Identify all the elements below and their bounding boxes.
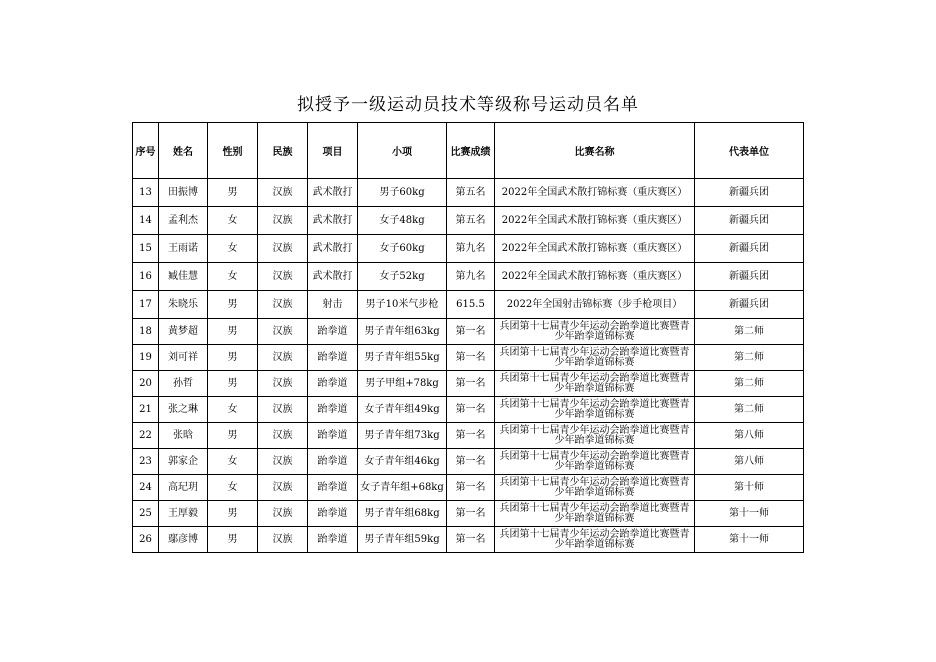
cell-no: 26 (133, 527, 159, 553)
cell-subevent: 女子青年组46kg (358, 449, 447, 475)
cell-unit: 第十师 (695, 475, 804, 501)
cell-result: 第一名 (447, 397, 495, 423)
cell-unit: 第八师 (695, 423, 804, 449)
cell-competition: 兵团第十七届青少年运动会跆拳道比赛暨青少年跆拳道锦标赛 (495, 475, 695, 501)
cell-competition: 兵团第十七届青少年运动会跆拳道比赛暨青少年跆拳道锦标赛 (495, 423, 695, 449)
cell-unit: 第八师 (695, 449, 804, 475)
cell-competition: 兵团第十七届青少年运动会跆拳道比赛暨青少年跆拳道锦标赛 (495, 449, 695, 475)
header-no: 序号 (133, 123, 159, 179)
cell-unit: 第十一师 (695, 527, 804, 553)
cell-subevent: 男子青年组63kg (358, 319, 447, 345)
cell-competition: 兵团第十七届青少年运动会跆拳道比赛暨青少年跆拳道锦标赛 (495, 319, 695, 345)
cell-result: 第一名 (447, 527, 495, 553)
cell-no: 23 (133, 449, 159, 475)
cell-event: 跆拳道 (308, 319, 358, 345)
cell-result: 第五名 (447, 207, 495, 235)
cell-subevent: 男子青年组73kg (358, 423, 447, 449)
cell-gender: 男 (208, 371, 258, 397)
cell-event: 武术散打 (308, 263, 358, 291)
cell-ethnicity: 汉族 (258, 291, 308, 319)
cell-competition: 2022年全国武术散打锦标赛（重庆赛区） (495, 235, 695, 263)
cell-ethnicity: 汉族 (258, 501, 308, 527)
cell-result: 第一名 (447, 319, 495, 345)
table-body (133, 179, 804, 553)
cell-name: 鄢彦博 (159, 527, 208, 553)
header-result: 比赛成绩 (447, 123, 495, 179)
cell-name: 郭家企 (159, 449, 208, 475)
cell-no: 22 (133, 423, 159, 449)
cell-gender: 男 (208, 501, 258, 527)
cell-result: 第一名 (447, 449, 495, 475)
cell-result: 第一名 (447, 345, 495, 371)
cell-unit: 第二师 (695, 371, 804, 397)
cell-event: 射击 (308, 291, 358, 319)
table-row (133, 263, 804, 291)
header-ethnicity: 民族 (258, 123, 308, 179)
cell-subevent: 女子青年组49kg (358, 397, 447, 423)
cell-no: 16 (133, 263, 159, 291)
cell-name: 张晗 (159, 423, 208, 449)
table-row (133, 371, 804, 397)
cell-result: 第一名 (447, 501, 495, 527)
cell-event: 跆拳道 (308, 371, 358, 397)
table-row (133, 235, 804, 263)
cell-subevent: 男子青年组59kg (358, 527, 447, 553)
cell-event: 跆拳道 (308, 397, 358, 423)
cell-event: 跆拳道 (308, 475, 358, 501)
cell-event: 跆拳道 (308, 501, 358, 527)
cell-unit: 第十一师 (695, 501, 804, 527)
cell-subevent: 男子60kg (358, 179, 447, 207)
cell-ethnicity: 汉族 (258, 345, 308, 371)
table-row (133, 397, 804, 423)
cell-ethnicity: 汉族 (258, 263, 308, 291)
cell-name: 王厚毅 (159, 501, 208, 527)
cell-gender: 女 (208, 207, 258, 235)
cell-subevent: 男子甲组+78kg (358, 371, 447, 397)
cell-result: 第九名 (447, 235, 495, 263)
cell-unit: 新疆兵团 (695, 235, 804, 263)
cell-no: 14 (133, 207, 159, 235)
cell-subevent: 女子48kg (358, 207, 447, 235)
header-event: 项目 (308, 123, 358, 179)
header-name: 姓名 (159, 123, 208, 179)
cell-ethnicity: 汉族 (258, 371, 308, 397)
cell-competition: 兵团第十七届青少年运动会跆拳道比赛暨青少年跆拳道锦标赛 (495, 527, 695, 553)
cell-competition: 兵团第十七届青少年运动会跆拳道比赛暨青少年跆拳道锦标赛 (495, 371, 695, 397)
cell-name: 孟利杰 (159, 207, 208, 235)
cell-competition: 2022年全国武术散打锦标赛（重庆赛区） (495, 179, 695, 207)
cell-ethnicity: 汉族 (258, 207, 308, 235)
cell-event: 武术散打 (308, 207, 358, 235)
cell-competition: 兵团第十七届青少年运动会跆拳道比赛暨青少年跆拳道锦标赛 (495, 397, 695, 423)
athlete-table (132, 122, 804, 553)
cell-competition: 兵团第十七届青少年运动会跆拳道比赛暨青少年跆拳道锦标赛 (495, 345, 695, 371)
table-row (133, 345, 804, 371)
header-competition: 比赛名称 (495, 123, 695, 179)
cell-subevent: 女子青年组+68kg (358, 475, 447, 501)
cell-subevent: 男子10米气步枪 (358, 291, 447, 319)
cell-no: 19 (133, 345, 159, 371)
cell-unit: 第二师 (695, 345, 804, 371)
cell-gender: 男 (208, 527, 258, 553)
cell-name: 田振博 (159, 179, 208, 207)
cell-subevent: 女子60kg (358, 235, 447, 263)
cell-event: 武术散打 (308, 179, 358, 207)
table-row (133, 179, 804, 207)
cell-gender: 女 (208, 235, 258, 263)
table-row (133, 527, 804, 553)
cell-ethnicity: 汉族 (258, 527, 308, 553)
cell-ethnicity: 汉族 (258, 449, 308, 475)
cell-result: 第九名 (447, 263, 495, 291)
cell-competition: 2022年全国武术散打锦标赛（重庆赛区） (495, 263, 695, 291)
cell-subevent: 女子52kg (358, 263, 447, 291)
cell-ethnicity: 汉族 (258, 423, 308, 449)
cell-no: 24 (133, 475, 159, 501)
header-subevent: 小项 (358, 123, 447, 179)
cell-unit: 新疆兵团 (695, 179, 804, 207)
cell-gender: 男 (208, 423, 258, 449)
table-header-row (133, 123, 804, 179)
cell-gender: 女 (208, 475, 258, 501)
cell-gender: 女 (208, 449, 258, 475)
cell-unit: 新疆兵团 (695, 207, 804, 235)
table-row (133, 319, 804, 345)
cell-no: 15 (133, 235, 159, 263)
cell-event: 武术散打 (308, 235, 358, 263)
cell-subevent: 男子青年组55kg (358, 345, 447, 371)
cell-name: 王雨诺 (159, 235, 208, 263)
cell-unit: 第二师 (695, 319, 804, 345)
cell-result: 第一名 (447, 371, 495, 397)
cell-competition: 2022年全国射击锦标赛（步手枪项目） (495, 291, 695, 319)
cell-unit: 新疆兵团 (695, 263, 804, 291)
cell-name: 臧佳慧 (159, 263, 208, 291)
cell-no: 20 (133, 371, 159, 397)
table-row (133, 423, 804, 449)
cell-name: 高玘玥 (159, 475, 208, 501)
cell-gender: 男 (208, 291, 258, 319)
cell-event: 跆拳道 (308, 345, 358, 371)
cell-unit: 第二师 (695, 397, 804, 423)
cell-subevent: 男子青年组68kg (358, 501, 447, 527)
cell-gender: 男 (208, 319, 258, 345)
cell-ethnicity: 汉族 (258, 397, 308, 423)
cell-no: 25 (133, 501, 159, 527)
cell-competition: 2022年全国武术散打锦标赛（重庆赛区） (495, 207, 695, 235)
cell-result: 第一名 (447, 475, 495, 501)
table-row (133, 475, 804, 501)
cell-gender: 女 (208, 397, 258, 423)
cell-no: 18 (133, 319, 159, 345)
cell-name: 刘可祥 (159, 345, 208, 371)
table-row (133, 291, 804, 319)
cell-event: 跆拳道 (308, 423, 358, 449)
table-row (133, 449, 804, 475)
cell-gender: 男 (208, 345, 258, 371)
cell-result: 615.5 (447, 291, 495, 319)
cell-name: 黄梦超 (159, 319, 208, 345)
cell-ethnicity: 汉族 (258, 235, 308, 263)
cell-result: 第五名 (447, 179, 495, 207)
cell-name: 孙哲 (159, 371, 208, 397)
cell-name: 朱晓乐 (159, 291, 208, 319)
cell-result: 第一名 (447, 423, 495, 449)
cell-ethnicity: 汉族 (258, 179, 308, 207)
cell-event: 跆拳道 (308, 449, 358, 475)
cell-ethnicity: 汉族 (258, 319, 308, 345)
page-title: 拟授予一级运动员技术等级称号运动员名单 (297, 95, 639, 115)
cell-event: 跆拳道 (308, 527, 358, 553)
cell-name: 张之琳 (159, 397, 208, 423)
cell-ethnicity: 汉族 (258, 475, 308, 501)
cell-gender: 男 (208, 179, 258, 207)
table-row (133, 207, 804, 235)
cell-no: 13 (133, 179, 159, 207)
table-row (133, 501, 804, 527)
cell-unit: 新疆兵团 (695, 291, 804, 319)
cell-competition: 兵团第十七届青少年运动会跆拳道比赛暨青少年跆拳道锦标赛 (495, 501, 695, 527)
cell-no: 17 (133, 291, 159, 319)
cell-gender: 女 (208, 263, 258, 291)
cell-no: 21 (133, 397, 159, 423)
header-gender: 性别 (208, 123, 258, 179)
header-unit: 代表单位 (695, 123, 804, 179)
